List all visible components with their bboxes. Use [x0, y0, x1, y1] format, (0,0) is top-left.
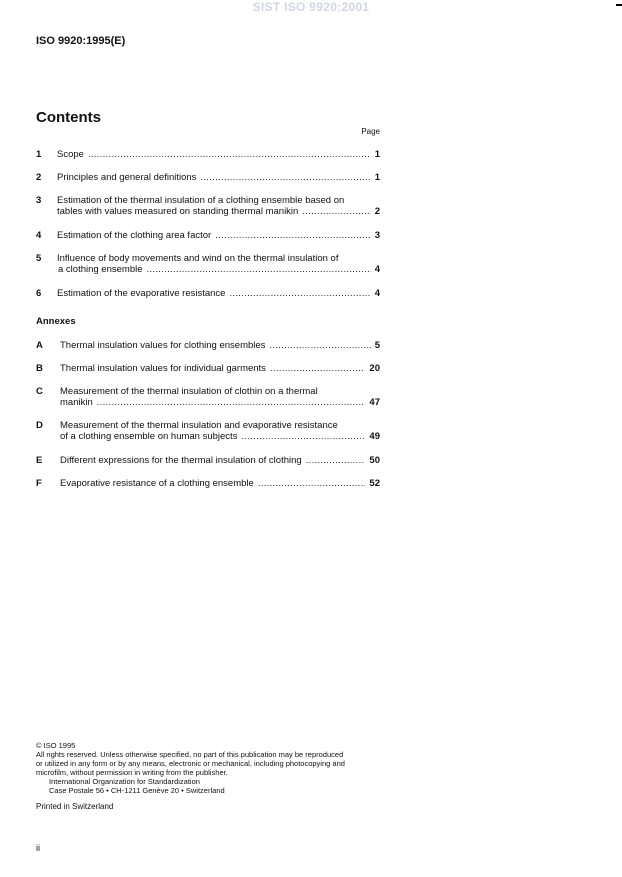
toc-entry-title-cont: tables with values measured on standing thermal manikin — [57, 206, 299, 217]
rights-line: All rights reserved. Unless otherwise specified, no part of this publication may be reproduced — [36, 750, 344, 759]
annex-page: 20 — [369, 363, 380, 374]
toc-entry-title: Scope — [57, 149, 84, 160]
document-id: ISO 9920:1995(E) — [36, 35, 126, 47]
page-number: ii — [36, 843, 40, 853]
toc-entry-number: 3 — [36, 195, 42, 206]
dot-leader — [88, 149, 371, 160]
toc-entry-title-cont: a clothing ensemble — [58, 264, 143, 275]
dot-leader — [258, 478, 366, 489]
annex-title-cont: of a clothing ensemble on human subjects — [60, 431, 238, 442]
toc-entry-page: 3 — [374, 230, 380, 241]
watermark: SIST ISO 9920:2001 — [252, 0, 370, 14]
dot-leader — [215, 230, 371, 241]
dot-leader — [302, 206, 370, 217]
annex-page: 47 — [369, 397, 380, 408]
dot-leader — [229, 288, 370, 299]
toc-entry-number: 5 — [36, 253, 42, 264]
annex-page: 50 — [369, 455, 380, 466]
toc-entry-title: Estimation of the clothing area factor — [57, 230, 212, 241]
contents-title: Contents — [36, 109, 101, 126]
dot-leader — [241, 431, 365, 442]
toc-entry-number: 1 — [36, 149, 42, 160]
dot-leader — [147, 264, 371, 275]
dot-leader — [269, 340, 370, 351]
annex-letter: C — [36, 386, 43, 397]
annex-page: 49 — [369, 431, 380, 442]
toc-entry-title: Influence of body movements and wind on the thermal insulation of — [57, 253, 339, 264]
annex-title: Thermal insulation values for individual garments — [60, 363, 266, 374]
annex-title-cont: manikin — [60, 397, 93, 408]
toc-entry-page: 4 — [374, 264, 380, 275]
dot-leader — [270, 363, 365, 374]
annex-letter: A — [36, 340, 43, 351]
annex-title: Evaporative resistance of a clothing ensemble — [60, 478, 254, 489]
dot-leader — [97, 397, 366, 408]
annex-letter: D — [36, 420, 43, 431]
dot-leader — [200, 172, 370, 183]
printed-in: Printed in Switzerland — [36, 802, 114, 811]
annex-title: Different expressions for the thermal insulation of clothing — [60, 455, 302, 466]
toc-entry-title: Estimation of the thermal insulation of a clothing ensemble based on — [57, 195, 345, 206]
toc-entry-page: 4 — [374, 288, 380, 299]
toc-entry-number: 4 — [36, 230, 42, 241]
annex-letter: B — [36, 363, 43, 374]
toc-entry-page: 1 — [374, 149, 380, 160]
annex-letter: F — [36, 478, 42, 489]
annex-title: Measurement of the thermal insulation of clothin on a thermal — [60, 386, 318, 397]
copyright-symbol-line: © ISO 1995 — [36, 741, 76, 750]
rights-line: or utilized in any form or by any means, electronic or mechanical, including photocopying and — [36, 759, 345, 768]
annex-page: 52 — [369, 478, 380, 489]
toc-entry-title: Estimation of the evaporative resistance — [57, 288, 226, 299]
corner-mark — [616, 4, 622, 6]
annex-page: 5 — [374, 340, 380, 351]
rights-line: microfilm, without permission in writing from the publisher. — [36, 768, 228, 777]
toc-entry-number: 2 — [36, 172, 42, 183]
annex-letter: E — [36, 455, 43, 466]
copyright-notice — [36, 741, 382, 795]
annex-title: Measurement of the thermal insulation and evaporative resistance — [60, 420, 338, 431]
organization-name: International Organization for Standardization — [49, 777, 200, 786]
toc-entry-number: 6 — [36, 288, 42, 299]
toc-entry-page: 2 — [374, 206, 380, 217]
page-column-header: Page — [361, 127, 380, 136]
annexes-heading: Annexes — [36, 316, 76, 327]
toc-entry-page: 1 — [374, 172, 380, 183]
organization-address: Case Postale 56 • CH-1211 Genève 20 • Switzerland — [49, 786, 225, 795]
dot-leader — [306, 455, 366, 466]
toc-entry-title: Principles and general definitions — [57, 172, 197, 183]
annex-title: Thermal insulation values for clothing ensembles — [60, 340, 266, 351]
